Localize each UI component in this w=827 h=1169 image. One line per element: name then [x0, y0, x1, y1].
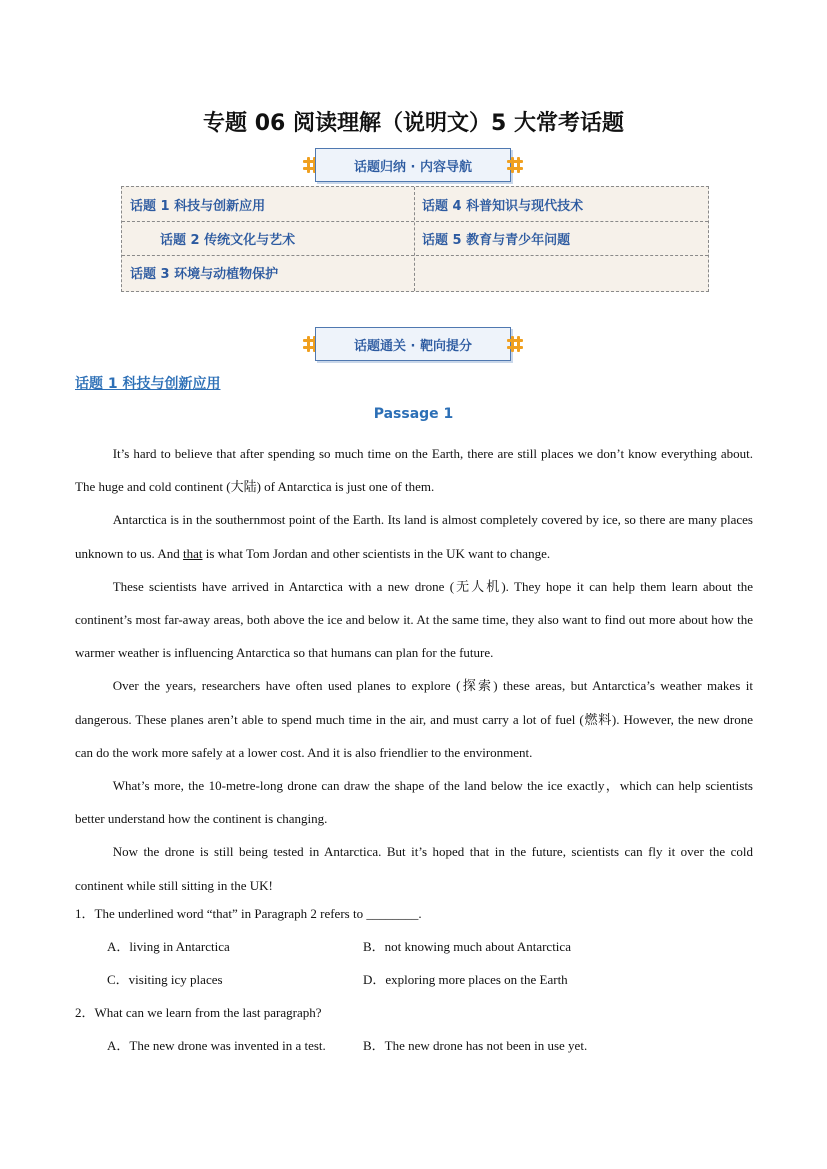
paragraph-6: Now the drone is still being tested in Antarctica. But it’s hoped that in the future, scientists can fly it over the cold continent while still sitting in the UK! [75, 844, 753, 893]
paragraph-1: It’s hard to believe that after spending so much time on the Earth, there are still places we don’t know everything about. The huge and cold continent (大陆) of Antarctica is just one of them. [75, 446, 753, 495]
question-2-option-b: B．The new drone has not been in use yet. [363, 1038, 588, 1053]
paragraph-4: Over the years, researchers have often used planes to explore (探索) these areas, but Antarctica’s weather makes it dangerous. These planes aren’t able to spend much time in the air, and must carry a lot of fuel (燃料). However, the new drone can do the work more safely at a lower cost. And it is also friendlier to the environment. [75, 678, 753, 760]
banner-label: 话题通关 · 靶向提分 [315, 327, 511, 361]
paragraph-5: What’s more, the 10-metre-long drone can draw the shape of the land below the ice exactly，which can help scientists better understand how the continent is changing. [75, 778, 753, 827]
topic-summary-banner [303, 148, 523, 182]
document-title: 专题 06 阅读理解（说明文）5 大常考话题 [203, 111, 624, 136]
question-1-option-a: A．living in Antarctica [107, 939, 230, 954]
paragraph-2: Antarctica is in the southernmost point of the Earth. Its land is almost completely covered by ice, so there are many places unknown to us. And that is what Tom Jordan and other scientists in the UK want to change. [75, 512, 753, 561]
question-2: 2．What can we learn from the last paragraph? [75, 1005, 322, 1020]
question-1-option-b: B．not knowing much about Antarctica [363, 939, 571, 954]
topic-5-cell: 话题 5 教育与青少年问题 [422, 232, 571, 248]
banner-right-ornament-icon [507, 157, 523, 173]
topic-navigation-table [121, 186, 709, 292]
passage-body [75, 437, 753, 902]
paragraph-3: These scientists have arrived in Antarctica with a new drone (无人机). They hope it can help them learn about the continent’s most far-away areas, both above the ice and below it. At the same time, they also want to find out more about how the warmer weather is influencing Antarctica so that humans can plan for the future. [75, 578, 753, 661]
underlined-word: that [182, 545, 203, 561]
topic-4-cell: 话题 4 科普知识与现代技术 [422, 198, 584, 214]
question-2-option-a: A．The new drone was invented in a test. [107, 1038, 326, 1053]
passage-title: Passage 1 [373, 406, 454, 422]
question-1-option-c: C．visiting icy places [107, 972, 223, 987]
banner-label: 话题归纳 · 内容导航 [315, 148, 511, 182]
banner-right-ornament-icon [507, 336, 523, 352]
topic-3-cell: 话题 3 环境与动植物保护 [130, 266, 279, 282]
section-heading: 话题 1 科技与创新应用 [75, 376, 221, 392]
topic-practice-banner [303, 327, 523, 361]
topic-1-cell: 话题 1 科技与创新应用 [130, 198, 266, 214]
question-1-option-d: D．exploring more places on the Earth [363, 972, 568, 987]
question-1: 1．The underlined word “that” in Paragraph 2 refers to ________. [75, 906, 422, 921]
topic-2-cell: 话题 2 传统文化与艺术 [160, 232, 296, 248]
